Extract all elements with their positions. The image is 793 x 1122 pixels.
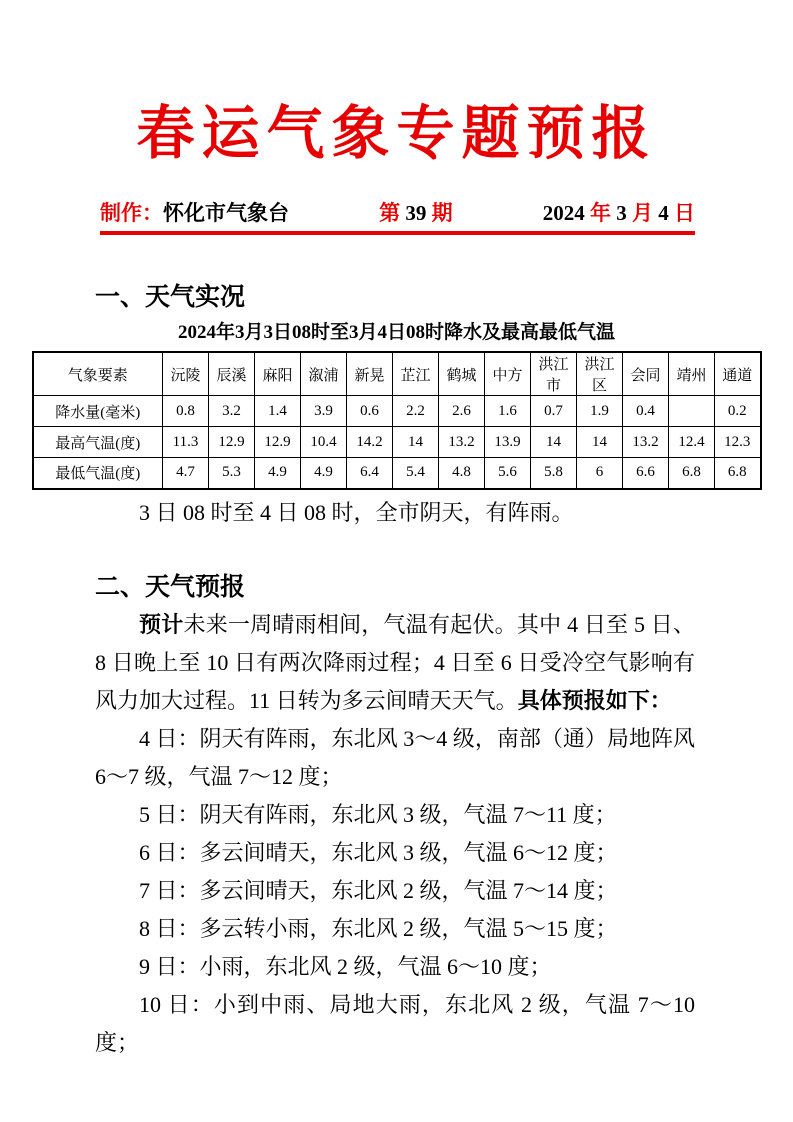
table-cell: 5.8 [531, 458, 577, 489]
table-cell: 12.9 [209, 427, 255, 458]
table-cell: 2.2 [393, 396, 439, 427]
forecast-item-day10: 10 日：小到中雨、局地大雨，东北风 2 级，气温 7～10 度； [95, 991, 695, 1055]
forecast-item-day5: 5 日：阴天有阵雨，东北风 3 级，气温 7～11 度； [139, 801, 617, 827]
table-cell: 6.8 [715, 458, 761, 489]
section1-heading: 一、天气实况 [95, 283, 246, 311]
table-cell: 6.4 [347, 458, 393, 489]
red-divider [100, 231, 695, 235]
issue-field [379, 198, 453, 228]
station-column-header: 沅陵 [163, 352, 209, 396]
table-cell: 5.4 [393, 458, 439, 489]
daily-forecast-list [0, 720, 793, 1062]
forecast-intro-tail: 具体预报如下： [517, 687, 672, 713]
date-day: 4 [658, 201, 669, 225]
table-cell: 3.9 [301, 396, 347, 427]
table-cell: 14 [531, 427, 577, 458]
forecast-intro [95, 606, 695, 720]
weather-table-head [33, 352, 761, 396]
forecast-item-day7: 7 日：多云间晴天，东北风 2 级，气温 7～14 度； [139, 877, 618, 903]
issue-suffix: 期 [431, 201, 453, 225]
producer-name: 怀化市气象台 [163, 201, 289, 225]
station-column-header: 会同 [623, 352, 669, 396]
forecast-item-day8: 8 日：多云转小雨，东北风 2 级，气温 5～15 度； [139, 915, 618, 941]
weather-table-body [33, 396, 761, 489]
date-month-label: 月 [632, 201, 653, 225]
forecast-intro-text: 未来一周晴雨相间，气温有起伏。其中 4 日至 5 日、8 日晚上至 10 日有两次降雨过程；4 日至 6 日受冷空气影响有风力加大过程。11 日转为多云间晴天天气。 [95, 611, 695, 713]
table-cell: 13.2 [623, 427, 669, 458]
table-cell: 12.4 [669, 427, 715, 458]
producer-field [100, 198, 289, 228]
table-cell: 14.2 [347, 427, 393, 458]
table-cell: 13.2 [439, 427, 485, 458]
table-cell: 0.8 [163, 396, 209, 427]
station-column-header: 溆浦 [301, 352, 347, 396]
table-cell: 14 [577, 427, 623, 458]
table-cell: 0.7 [531, 396, 577, 427]
forecast-intro-lead: 预计 [139, 611, 184, 637]
table-cell: 10.4 [301, 427, 347, 458]
row-label: 最低气温(度) [33, 458, 163, 489]
table-cell: 6 [577, 458, 623, 489]
table-cell: 14 [393, 427, 439, 458]
station-column-header: 靖州 [669, 352, 715, 396]
forecast-item-day4: 4 日：阴天有阵雨，东北风 3～4 级，南部（通）局地阵风 6～7 级，气温 7～12 度； [95, 725, 695, 789]
issue-date [543, 198, 695, 228]
table-cell: 3.2 [209, 396, 255, 427]
station-column-header: 洪江市 [531, 352, 577, 396]
document-title: 春运气象专题预报 [136, 101, 657, 166]
produced-label: 制作： [100, 201, 163, 225]
row-label: 最高气温(度) [33, 427, 163, 458]
table-cell: 6.6 [623, 458, 669, 489]
station-column-header: 鹤城 [439, 352, 485, 396]
table-row [33, 458, 761, 489]
date-year: 2024 [542, 201, 585, 225]
forecast-item-day6: 6 日：多云间晴天，东北风 3 级，气温 6～12 度； [139, 839, 618, 865]
table-cell: 11.3 [163, 427, 209, 458]
document-meta-line [100, 198, 695, 228]
station-column-header: 通道 [715, 352, 761, 396]
station-column-header: 洪江区 [577, 352, 623, 396]
row-label: 降水量(毫米) [33, 396, 163, 427]
table-cell: 4.7 [163, 458, 209, 489]
table-row [33, 427, 761, 458]
station-column-header: 新晃 [347, 352, 393, 396]
table-cell: 12.9 [255, 427, 301, 458]
table-cell: 12.3 [715, 427, 761, 458]
date-day-label: 日 [674, 201, 695, 225]
weather-summary: 3 日 08 时至 4 日 08 时，全市阴天，有阵雨。 [139, 499, 574, 525]
weather-table-head-row [33, 352, 761, 396]
table-cell: 1.9 [577, 396, 623, 427]
station-column-header: 辰溪 [209, 352, 255, 396]
table-row [33, 396, 761, 427]
table-cell [669, 396, 715, 427]
table-cell: 1.6 [485, 396, 531, 427]
table-cell: 4.9 [301, 458, 347, 489]
station-column-header: 芷江 [393, 352, 439, 396]
table-cell: 0.4 [623, 396, 669, 427]
forecast-item-day9: 9 日：小雨，东北风 2 级，气温 6～10 度； [139, 953, 552, 979]
table-cell: 5.6 [485, 458, 531, 489]
table-cell: 0.2 [715, 396, 761, 427]
table-cell: 13.9 [485, 427, 531, 458]
weather-table-title: 2024年3月3日08时至3月4日08时降水及最高最低气温 [177, 322, 615, 343]
issue-number: 39 [405, 201, 427, 225]
table-cell: 0.6 [347, 396, 393, 427]
section2-heading: 二、天气预报 [95, 572, 246, 601]
weather-table [32, 351, 762, 490]
table-cell: 1.4 [255, 396, 301, 427]
station-column-header: 麻阳 [255, 352, 301, 396]
date-month: 3 [616, 201, 627, 225]
feature-column-header: 气象要素 [33, 352, 163, 396]
issue-prefix: 第 [379, 201, 401, 225]
table-cell: 4.9 [255, 458, 301, 489]
table-cell: 4.8 [439, 458, 485, 489]
table-cell: 5.3 [209, 458, 255, 489]
date-year-label: 年 [590, 201, 611, 225]
table-cell: 2.6 [439, 396, 485, 427]
table-cell: 6.8 [669, 458, 715, 489]
station-column-header: 中方 [485, 352, 531, 396]
